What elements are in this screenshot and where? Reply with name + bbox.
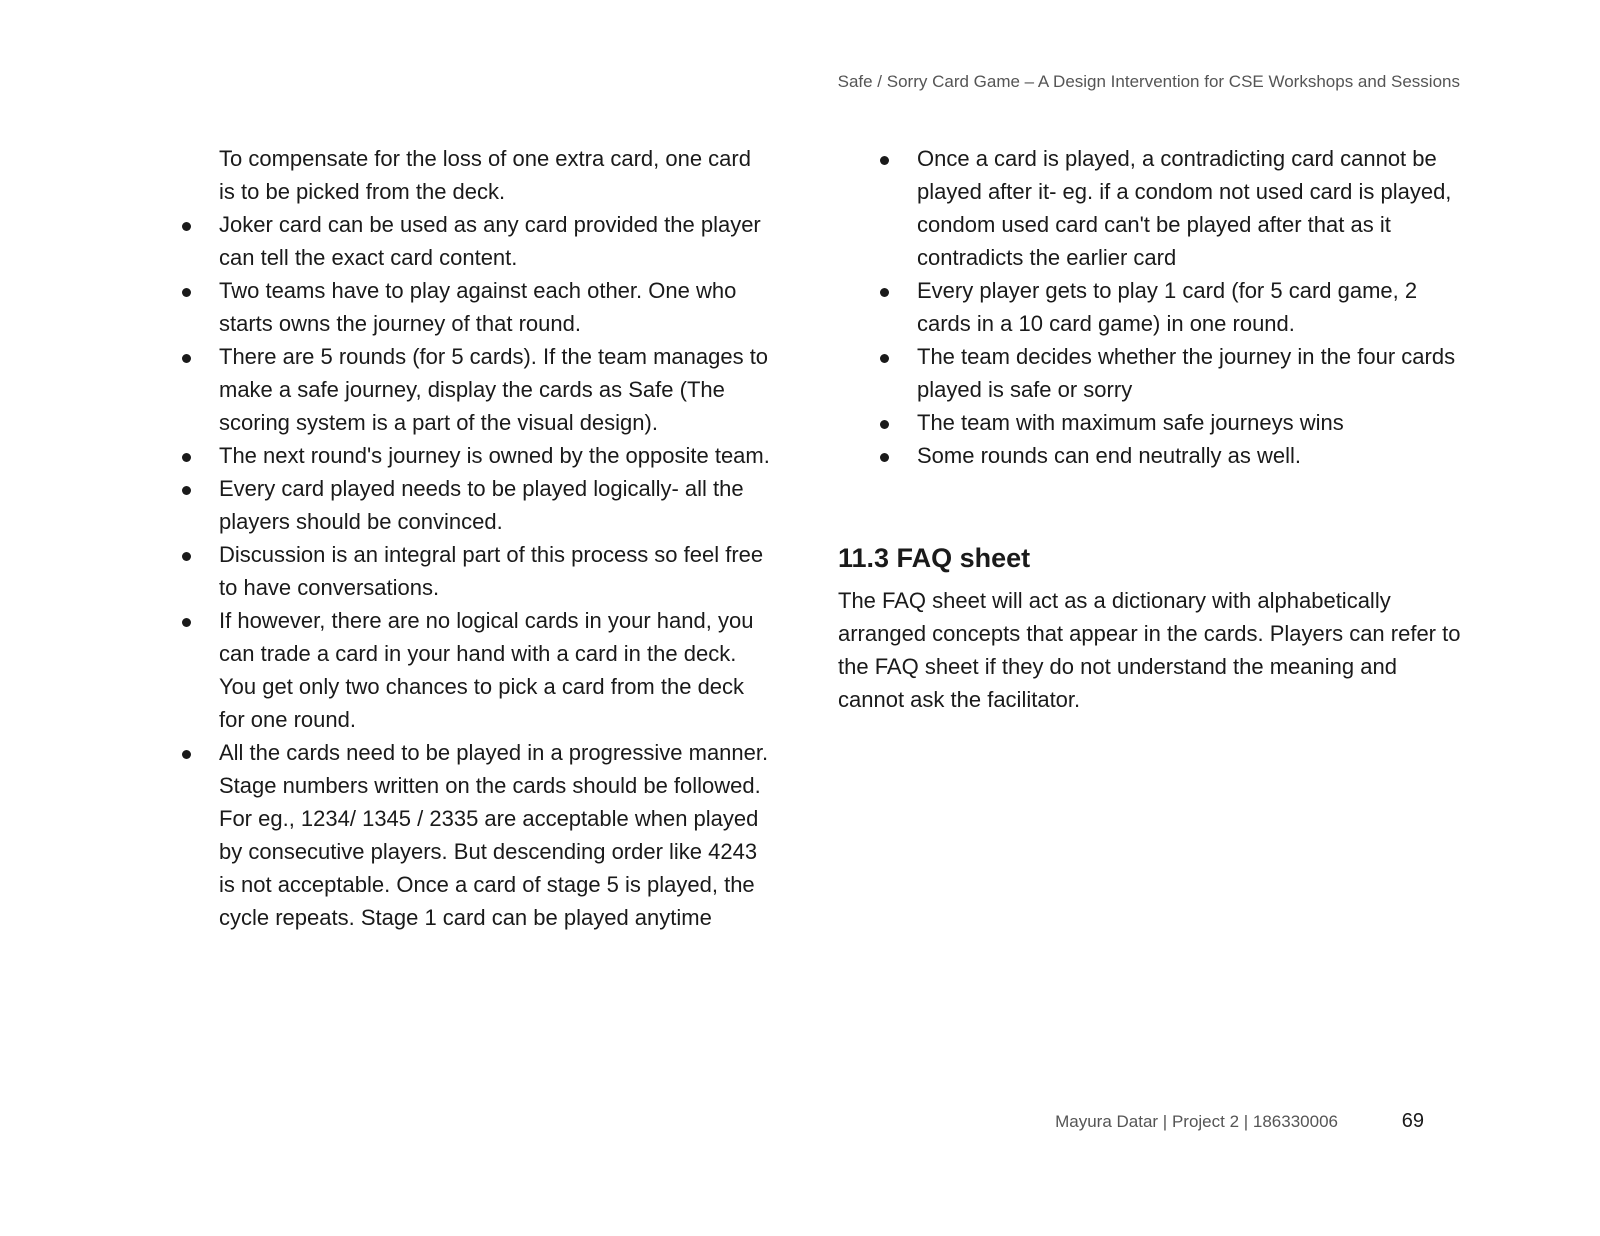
running-header: Safe / Sorry Card Game – A Design Intervention for CSE Workshops and Sessions bbox=[837, 72, 1460, 91]
list-item: Every player gets to play 1 card (for 5 card game, 2 cards in a 10 card game) in one round. bbox=[880, 274, 1468, 340]
section-paragraph: The FAQ sheet will act as a dictionary with alphabetically arranged concepts that appear in the cards. Players can refer to the FAQ sheet if they do not understand the meaning and cannot ask the facilitator. bbox=[838, 588, 1461, 712]
list-item: Discussion is an integral part of this process so feel free to have conversations. bbox=[182, 538, 772, 604]
page-number: 69 bbox=[1401, 1110, 1424, 1132]
right-column bbox=[838, 142, 1468, 716]
left-column bbox=[182, 142, 772, 934]
list-item: There are 5 rounds (for 5 cards). If the team manages to make a safe journey, display the cards as Safe (The scoring system is a part of the visual design). bbox=[182, 340, 772, 439]
list-item: The team decides whether the journey in the four cards played is safe or sorry bbox=[880, 340, 1468, 406]
list-item: The next round's journey is owned by the opposite team. bbox=[182, 439, 772, 472]
list-item: All the cards need to be played in a progressive manner. Stage numbers written on the cards should be followed. For eg., 1234/ 1345 / 2335 are acceptable when played by consecutive players. But descending order like 4243 is not acceptable. Once a card of stage 5 is played, the cycle repeats. Stage 1 card can be played anytime bbox=[182, 736, 772, 934]
list-item: Two teams have to play against each other. One who starts owns the journey of that round. bbox=[182, 274, 772, 340]
footer-credit: Mayura Datar | Project 2 | 186330006 bbox=[1055, 1112, 1338, 1131]
list-item: If however, there are no logical cards in your hand, you can trade a card in your hand with a card in the deck. You get only two chances to pick a card from the deck for one round. bbox=[182, 604, 772, 736]
rules-list-right bbox=[880, 142, 1468, 472]
list-item: Every card played needs to be played logically- all the players should be convinced. bbox=[182, 472, 772, 538]
list-item: Once a card is played, a contradicting card cannot be played after it- eg. if a condom not used card is played, condom used card can't be played after that as it contradicts the earlier card bbox=[880, 142, 1468, 274]
section-heading: 11.3 FAQ sheet bbox=[838, 543, 1031, 573]
list-item: The team with maximum safe journeys wins bbox=[880, 406, 1468, 439]
list-item: Joker card can be used as any card provided the player can tell the exact card content. bbox=[182, 208, 772, 274]
continuation-paragraph: To compensate for the loss of one extra card, one card is to be picked from the deck. bbox=[219, 146, 751, 204]
list-item: Some rounds can end neutrally as well. bbox=[880, 439, 1468, 472]
rules-list-left bbox=[182, 208, 772, 934]
